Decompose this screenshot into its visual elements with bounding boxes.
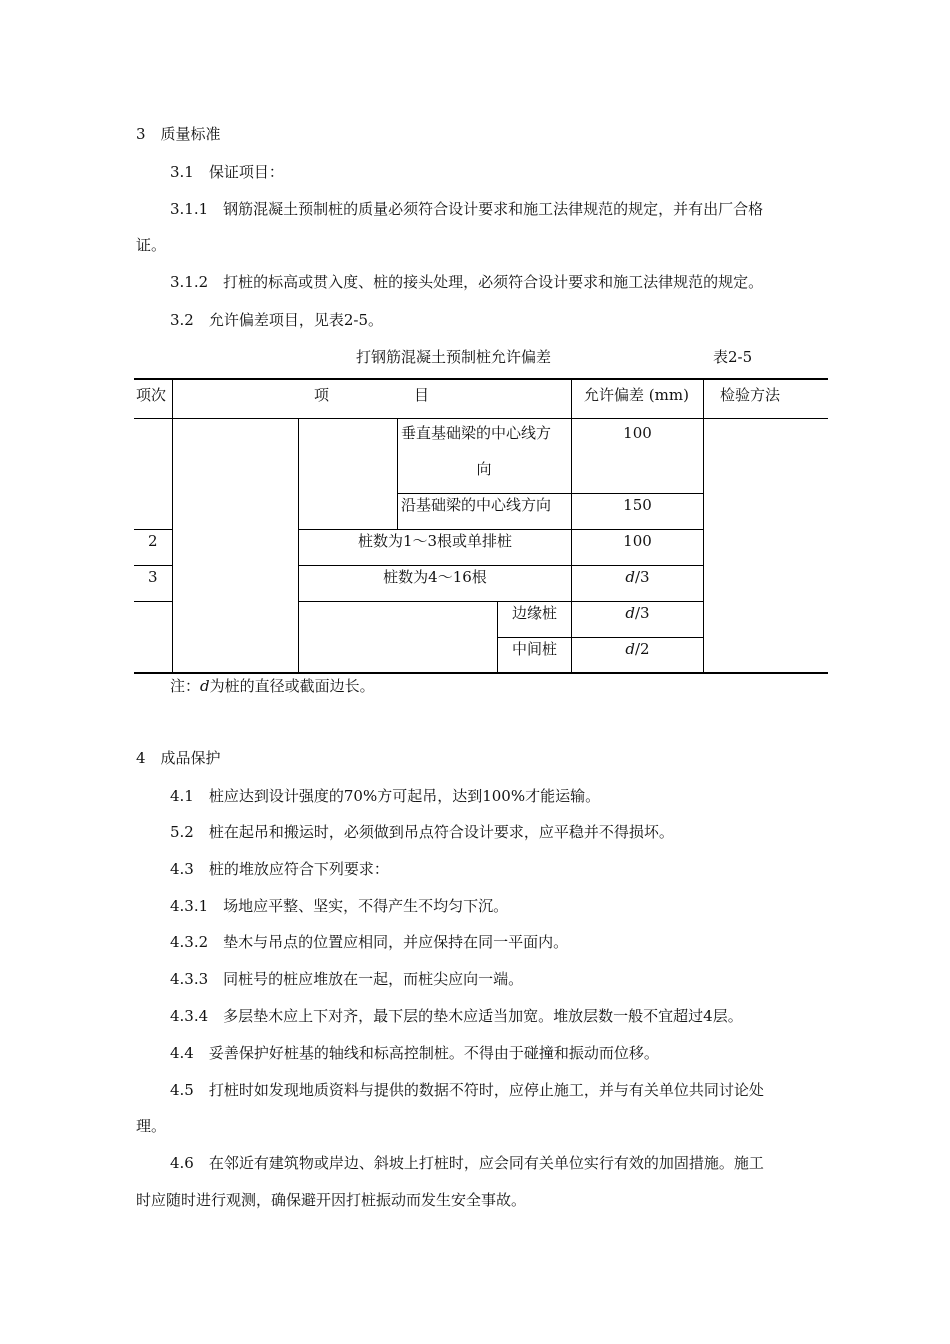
paragraph-4-6-line1: 4.6 在邻近有建筑物或岸边、斜坡上打桩时，应会同有关单位实行有效的加固措施。施工: [170, 1154, 764, 1172]
cell-value-4b: [572, 639, 703, 659]
cell-item-2: 桩数为1～3根或单排桩: [357, 532, 513, 550]
variable-d: d: [625, 640, 635, 658]
table-row-line-1: [298, 529, 703, 530]
value-suffix: /2: [635, 640, 650, 658]
cell-item-4b: 中间桩: [511, 640, 557, 658]
table-header-divider: [134, 418, 828, 419]
variable-d: d: [200, 677, 210, 695]
cell-value-4a: [572, 603, 703, 623]
cell-item-1b: 沿基础梁的中心线方向: [401, 496, 552, 514]
paragraph-4-4: 4.4 妥善保护好桩基的轴线和标高控制桩。不得由于碰撞和振动而位移。: [170, 1044, 659, 1062]
table-row-line-1-no: [134, 529, 172, 530]
paragraph-3-1-1-line1: 3.1.1 钢筋混凝土预制桩的质量必须符合设计要求和施工法律规范的规定，并有出厂合格: [170, 200, 764, 218]
paragraph-4-1: 4.1 桩应达到设计强度的70%方可起吊，达到100%才能运输。: [170, 787, 601, 805]
cell-value-3: [572, 567, 703, 587]
table-row-line-3: [298, 601, 703, 602]
header-item-b: 目: [414, 386, 430, 404]
paragraph-3-2: 3.2 允许偏差项目，见表2-5。: [170, 311, 384, 329]
paragraph-4-5-line1: 4.5 打桩时如发现地质资料与提供的数据不符时，应停止施工，并与有关单位共同讨论处: [170, 1081, 764, 1099]
table-row-line-1a: [397, 493, 703, 494]
table-row-line-2-no: [134, 565, 172, 566]
header-item-no: 项次: [136, 386, 167, 404]
cell-item-1a-line2: 向: [476, 460, 492, 478]
section-3-heading: 3 质量标准: [136, 125, 221, 143]
table-title: 打钢筋混凝土预制桩允许偏差: [356, 348, 552, 366]
header-method: 检验方法: [720, 386, 781, 404]
table-row-line-3-no: [134, 601, 172, 602]
paragraph-3-1-2: 3.1.2 打桩的标高或贯入度、桩的接头处理，必须符合设计要求和施工法律规范的规定。: [170, 273, 764, 291]
table-top-border: [134, 378, 828, 380]
paragraph-4-3: 4.3 桩的堆放应符合下列要求：: [170, 860, 389, 878]
paragraph-4-3-2: 4.3.2 垫木与吊点的位置应相同，并应保持在同一平面内。: [170, 933, 569, 951]
value-suffix: /3: [635, 568, 650, 586]
paragraph-3-1-1-line2: 证。: [136, 236, 167, 254]
paragraph-5-2: 5.2 桩在起吊和搬运时，必须做到吊点符合设计要求，应平稳并不得损坏。: [170, 823, 674, 841]
paragraph-4-3-1: 4.3.1 场地应平整、坚实，不得产生不均匀下沉。: [170, 897, 509, 915]
cell-item-4a: 边缘桩: [511, 604, 557, 622]
table-row-line-4a: [497, 637, 703, 638]
header-tolerance: 允许偏差 (mm): [584, 386, 689, 404]
paragraph-4-3-3: 4.3.3 同桩号的桩应堆放在一起，而桩尖应向一端。: [170, 970, 524, 988]
cell-value-2: 100: [623, 532, 652, 550]
cell-value-1a: 100: [623, 424, 652, 442]
table-note: [170, 676, 375, 696]
cell-no-3: 3: [148, 568, 158, 586]
cell-value-1b: 150: [623, 496, 652, 514]
value-suffix: /3: [635, 604, 650, 622]
variable-d: d: [625, 568, 635, 586]
variable-d: d: [625, 604, 635, 622]
paragraph-4-3-4: 4.3.4 多层垫木应上下对齐，最下层的垫木应适当加宽。堆放层数一般不宜超过4层。: [170, 1007, 743, 1025]
cell-item-3: 桩数为4～16根: [383, 568, 487, 586]
paragraph-3-1: 3.1 保证项目：: [170, 163, 284, 181]
table-bottom-border: [134, 672, 828, 674]
note-prefix: 注：: [170, 677, 201, 695]
table-number: 表2-5: [713, 348, 753, 366]
header-item-a: 项: [314, 386, 330, 404]
paragraph-4-6-line2: 时应随时进行观测，确保避开因打桩振动而发生安全事故。: [136, 1191, 527, 1209]
table-col-line-6: [703, 378, 704, 673]
section-4-heading: 4 成品保护: [136, 749, 221, 767]
cell-no-2: 2: [148, 532, 158, 550]
paragraph-4-5-line2: 理。: [136, 1117, 167, 1135]
cell-item-1a-line1: 垂直基础梁的中心线方: [401, 424, 552, 442]
note-text: 为桩的直径或截面边长。: [209, 677, 375, 695]
table-col-line-1: [172, 378, 173, 673]
table-row-line-2: [298, 565, 703, 566]
